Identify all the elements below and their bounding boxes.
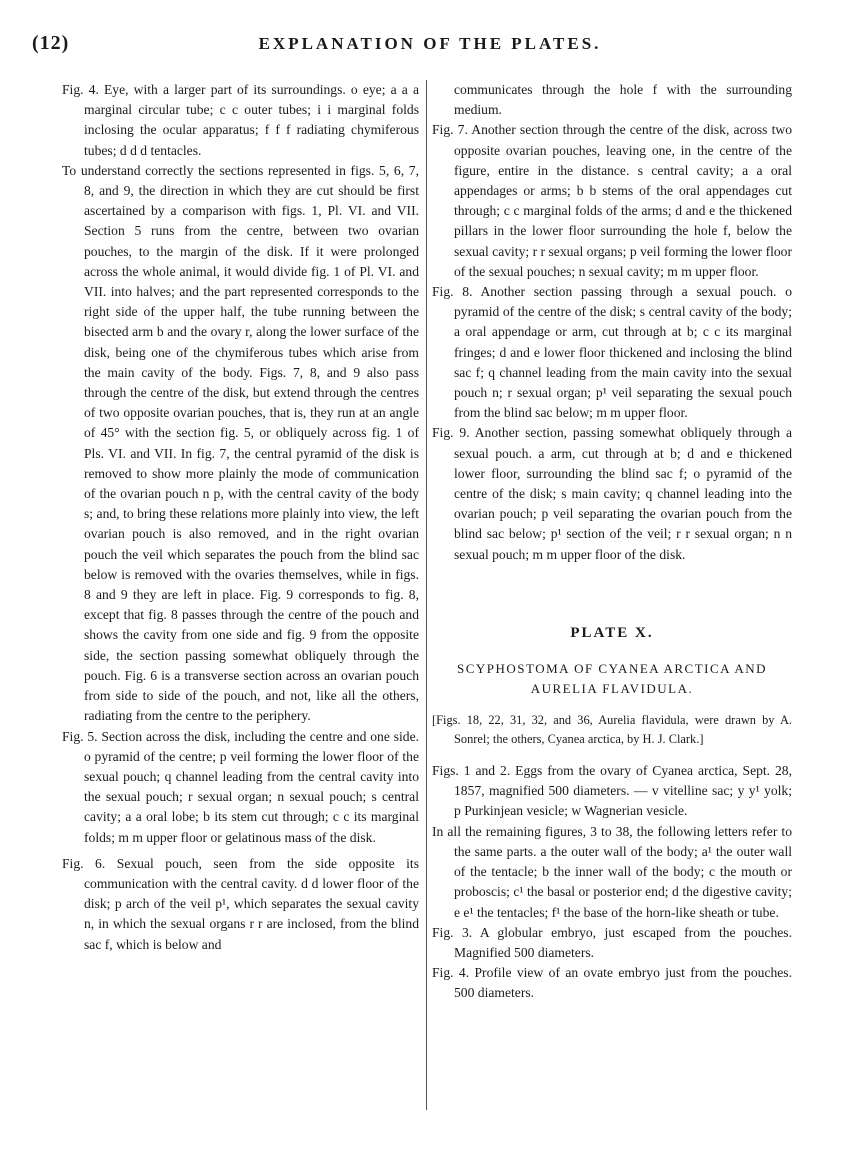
plate-note: [Figs. 18, 22, 31, 32, and 36, Aurelia flavidula, were drawn by A. Sonrel; the others, Cyanea arctica, by H. J. Clark.] <box>432 713 792 747</box>
fig-6-continuation: communicates through the hole f with the surrounding medium. <box>454 82 792 118</box>
fig-6-entry: Fig. 6. Sexual pouch, seen from the side opposite its communication with the central cavity. d d lower floor of the disk; p arch of the veil p¹, which separates the sexual cavity n, in which the sexual organs r r are inclosed, from the blind sac f, which is below and <box>62 855 419 952</box>
running-title: EXPLANATION OF THE PLATES. <box>258 34 602 53</box>
fig-9-entry: Fig. 9. Another section, passing somewhat obliquely through a sexual pouch. a arm, cut through at b; d and e thickened lower floor, surrounding the blind sac f; o pyramid of the centre of the disk; s main cavity; q channel leading into the ovarian pouch; p veil separating the ovarian pouch from the blind sac below; p¹ section of the veil; r r sexual organ; n n sexual pouch; m m upper floor of the disk. <box>432 425 792 562</box>
plate-subtitle: SCYPHOSTOMA OF CYANEA ARCTICA AND AURELIA FLAVIDULA. <box>456 661 768 697</box>
remaining-figures-paragraph: In all the remaining figures, 3 to 38, the following letters refer to the same parts. a the outer wall of the body; a¹ the outer wall of the tentacle; b the inner wall of the body; c the mouth or proboscis; c¹ the basal or posterior end; d the digestive cavity; e e¹ the tentacles; f¹ the base of the horn-like sheath or tube. <box>432 823 792 920</box>
fig-8-entry: Fig. 8. Another section passing through a sexual pouch. o pyramid of the centre of the disk; s central cavity of the body; a oral appendage or arm, cut through at b; c c its marginal fringes; d and e lower floor thickened and inclosing the blind sac f; q channel leading from the main cavity into the sexual pouch n; r sexual organ; p¹ veil separating the sexual pouch from the blind sac below; m m upper floor. <box>432 284 792 421</box>
left-column <box>62 80 419 955</box>
figs-1-2-entry: Figs. 1 and 2. Eggs from the ovary of Cyanea arctica, Sept. 28, 1857, magnified 500 diameters. — v vitelline sac; y y¹ yolk; p Purkinjean vesicle; w Wagnerian vesicle. <box>432 763 792 819</box>
column-divider <box>426 80 427 1110</box>
fig-4-entry: Fig. 4. Eye, with a larger part of its surroundings. o eye; a a a marginal circular tube; c c outer tubes; i i marginal folds inclosing the ocular apparatus; f f f radiating chymiferous tubes; d d d tentacles. <box>62 82 419 158</box>
fig-5-entry: Fig. 5. Section across the disk, including the centre and one side. o pyramid of the centre; p veil forming the lower floor of the sexual pouch; q channel leading from the central cavity into the sexual pouch; r sexual organ; n sexual pouch; s central cavity; a a oral lobe; b its stem cut through; c c its marginal folds; m m upper floor or gelatinous mass of the disk. <box>62 728 419 845</box>
plate-heading: PLATE X. <box>570 624 654 641</box>
fig-4-embryo-entry: Fig. 4. Profile view of an ovate embryo just from the pouches. 500 diameters. <box>432 965 792 1001</box>
fig-7-entry: Fig. 7. Another section through the centre of the disk, across two opposite ovarian pouches, leaving one, in the centre of the figure, entire in the distance. s central cavity; a a oral appendages or arms; b b stems of the oral appendages cut through; c c marginal folds of the arms; d and e the thickened pillars in the lower floor surrounding the hole f, below the sexual cavity; r r sexual organs; p veil forming the lower floor of the sexual pouches; n sexual cavity; m m upper floor. <box>432 122 792 279</box>
sections-intro-paragraph: To understand correctly the sections represented in figs. 5, 6, 7, 8, and 9, the direction in which they are cut should be first ascertained by a comparison with figs. 1, Pl. VI. and VII. Section 5 runs from the centre, between two ovarian pouches, to the margin of the disk. If it were prolonged across the whole animal, it would divide fig. 1 of Pl. VI. and VII. into halves; and the part represented corresponds to the right side of the upper half, the tube running between the bisected arm b and the ovary r, along the lower surface of the disk, being one of the chymiferous tubes which arise from the main cavity of the body. Figs. 7, 8, and 9 also pass through the centre of the disk, but extend through the centres of two opposite ovarian pouches, that is, they run at an angle of 45° with the section fig. 5, or obliquely across fig. 1 of Pls. VI. and VII. In fig. 7, the central pyramid of the disk is removed to show more plainly the mode of communication of the ovarian pouch n p, with the central cavity of the body s; and, to bring these relations more plainly into view, the left ovarian pouch is also removed, and in the right ovarian pouch the veil which separates the pouch from the blind sac below is removed with the ovaries themselves, while in figs. 8 and 9 they are left in place. Fig. 9 corresponds to fig. 8, except that fig. 8 passes through the centre of the pouch and shows the cavity from one side and fig. 9 from the opposite side, the section passing somewhat obliquely through the pouch. Fig. 6 is a transverse section across an ovarian pouch from side to side of the pouch, and not, like all the others, radiating from the centre to the periphery. <box>62 162 419 724</box>
right-column <box>432 80 792 1004</box>
fig-3-entry: Fig. 3. A globular embryo, just escaped from the pouches. Magnified 500 diameters. <box>432 924 792 960</box>
page-number: (12) <box>32 32 70 54</box>
